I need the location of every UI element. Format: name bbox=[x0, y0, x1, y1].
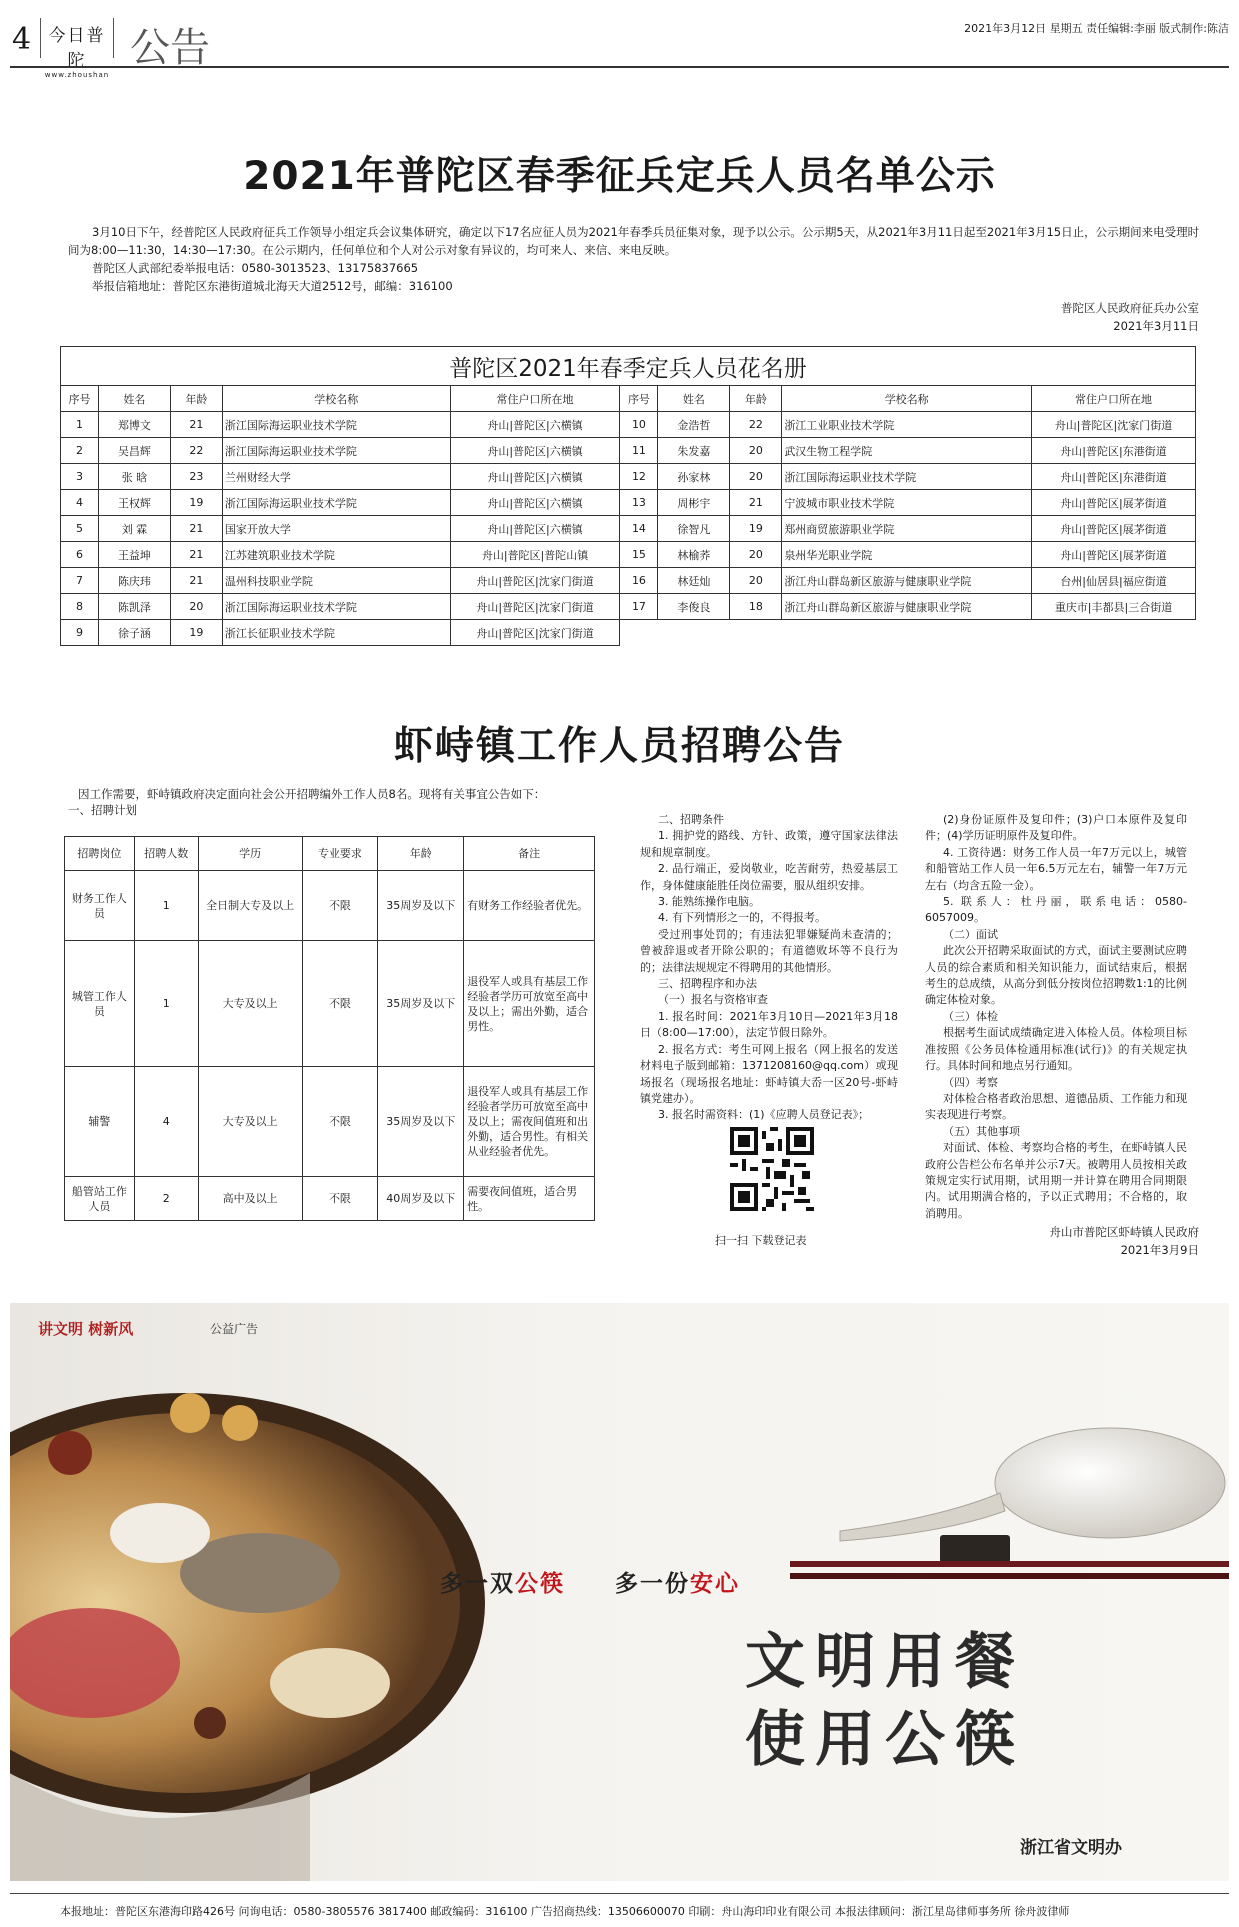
roster-cell: 宁波城市职业技术学院 bbox=[782, 490, 1032, 516]
ad-headline-line1: 文明用餐 bbox=[745, 1627, 1025, 1697]
roster-row bbox=[61, 438, 1196, 464]
roster-cell: 20 bbox=[730, 568, 782, 594]
roster-cell: 金浩哲 bbox=[658, 412, 730, 438]
col-header: 常住户口所在地 bbox=[450, 386, 620, 412]
page-number: 4 bbox=[12, 22, 32, 57]
roster-cell: 泉州华光职业学院 bbox=[782, 542, 1032, 568]
col-header: 序号 bbox=[620, 386, 658, 412]
roster-cell: 舟山|普陀区|六横镇 bbox=[450, 438, 620, 464]
section-title: 公告 bbox=[130, 25, 210, 71]
notice2-intro bbox=[68, 786, 545, 818]
col-header: 学校名称 bbox=[782, 386, 1032, 412]
plan-cell: 大专及以上 bbox=[198, 1067, 302, 1177]
roster-cell bbox=[658, 620, 730, 646]
roster-cell: 舟山|普陀区|沈家门街道 bbox=[450, 568, 620, 594]
roster-cell: 20 bbox=[730, 464, 782, 490]
plan-heading: 一、招聘计划 bbox=[68, 803, 137, 817]
notice2-para: 对面试、体检、考察均合格的考生，在虾峙镇人民政府公告栏公布名单并公示7天。被聘用人员按相关政策规定实行试用期，试用期一并计算在聘用合同期限内。试用期满合格的，予以正式聘用；不合格的，取消聘用。 bbox=[925, 1141, 1187, 1220]
col-header: 常住户口所在地 bbox=[1032, 386, 1196, 412]
plan-cell: 城管工作人员 bbox=[65, 941, 135, 1067]
roster-cell: 孙家林 bbox=[658, 464, 730, 490]
roster-cell: 林榆荞 bbox=[658, 542, 730, 568]
notice2-para: 三、招聘程序和办法 bbox=[658, 977, 757, 991]
roster-cell: 朱发嘉 bbox=[658, 438, 730, 464]
notice2-para: 3. 报名时需资料：(1)《应聘人员登记表》； bbox=[658, 1108, 870, 1122]
notice2-para: （二）面试 bbox=[943, 927, 998, 941]
plan-cell: 辅警 bbox=[65, 1067, 135, 1177]
plan-cell: 40周岁及以下 bbox=[378, 1177, 464, 1221]
notice1-signature bbox=[1061, 299, 1199, 335]
slogan-red: 安心 bbox=[690, 1571, 741, 1597]
roster-cell: 兰州财经大学 bbox=[222, 464, 450, 490]
roster-row bbox=[61, 594, 1196, 620]
roster-cell: 12 bbox=[620, 464, 658, 490]
notice1-title: 2021年普陀区春季征兵定兵人员名单公示 bbox=[243, 154, 996, 199]
plan-row bbox=[65, 1067, 595, 1177]
roster-header-row bbox=[61, 386, 1196, 412]
ad-tag2: 公益广告 bbox=[210, 1322, 259, 1336]
plan-col-header: 招聘人数 bbox=[134, 837, 198, 871]
roster-cell: 22 bbox=[170, 438, 222, 464]
plan-cell: 1 bbox=[134, 941, 198, 1067]
roster-cell: 舟山|普陀区|东港街道 bbox=[1032, 464, 1196, 490]
header-rule bbox=[10, 66, 1229, 68]
hotpot-image bbox=[10, 1393, 485, 1881]
roster-cell: 台州|仙居县|福应街道 bbox=[1032, 568, 1196, 594]
col-header: 姓名 bbox=[98, 386, 170, 412]
roster-cell: 武汉生物工程学院 bbox=[782, 438, 1032, 464]
roster-cell: 21 bbox=[170, 516, 222, 542]
notice1-hotline: 普陀区人武部纪委举报电话：0580-3013523、13175837665 bbox=[92, 261, 419, 275]
roster-cell: 3 bbox=[61, 464, 99, 490]
roster-row bbox=[61, 542, 1196, 568]
roster-row bbox=[61, 516, 1196, 542]
plan-cell: 需要夜间值班，适合男性。 bbox=[464, 1177, 595, 1221]
slogan-part: 多一双 bbox=[440, 1571, 515, 1597]
roster-cell bbox=[1032, 620, 1196, 646]
paper-url: www.zhoushan bbox=[44, 71, 110, 79]
notice1-sign-org: 普陀区人民政府征兵办公室 bbox=[1061, 301, 1199, 315]
roster-cell: 浙江国际海运职业技术学院 bbox=[222, 490, 450, 516]
roster-row bbox=[61, 464, 1196, 490]
slogan-part: 多一份 bbox=[615, 1571, 691, 1597]
notice1-address: 举报信箱地址：普陀区东港街道城北海天大道2512号，邮编：316100 bbox=[92, 279, 453, 293]
notice2-para: 根据考生面试成绩确定进入体检人员。体检项目标准按照《公务员体检通用标准(试行)》的有关规定执行。具体时间和地点另行通知。 bbox=[925, 1026, 1187, 1073]
roster-cell: 4 bbox=[61, 490, 99, 516]
plan-cell: 35周岁及以下 bbox=[378, 941, 464, 1067]
plan-col-header: 学历 bbox=[198, 837, 302, 871]
notice2-para: 3. 能熟练操作电脑。 bbox=[658, 895, 760, 909]
plan-row bbox=[65, 941, 595, 1067]
plan-cell: 1 bbox=[134, 871, 198, 941]
roster-cell: 舟山|普陀区|展茅街道 bbox=[1032, 516, 1196, 542]
notice2-intro-text: 因工作需要，虾峙镇政府决定面向社会公开招聘编外工作人员8名。现将有关事宜公告如下： bbox=[78, 787, 546, 801]
roster-row bbox=[61, 568, 1196, 594]
notice2-para: 4. 工资待遇：财务工作人员一年7万元以上，城管和船管站工作人员一年6.5万元左右，辅警一年7万元左右（均含五险一金）。 bbox=[925, 845, 1187, 892]
roster-cell: 2 bbox=[61, 438, 99, 464]
plan-col-header: 招聘岗位 bbox=[65, 837, 135, 871]
roster-row bbox=[61, 412, 1196, 438]
roster-cell: 15 bbox=[620, 542, 658, 568]
roster-cell: 5 bbox=[61, 516, 99, 542]
roster-cell: 重庆市|丰都县|三合街道 bbox=[1032, 594, 1196, 620]
plan-cell: 2 bbox=[134, 1177, 198, 1221]
ad-headline-line2: 使用公筷 bbox=[745, 1705, 1025, 1775]
roster-cell: 舟山|普陀区|六横镇 bbox=[450, 464, 620, 490]
roster-cell: 浙江舟山群岛新区旅游与健康职业学院 bbox=[782, 594, 1032, 620]
notice2-para: 1. 拥护党的路线、方针、政策，遵守国家法律法规和规章制度。 bbox=[640, 829, 898, 859]
roster-cell: 舟山|普陀区|六横镇 bbox=[450, 516, 620, 542]
notice2-para: （四）考察 bbox=[943, 1075, 998, 1089]
roster-cell: 林廷灿 bbox=[658, 568, 730, 594]
notice2-para: 对体检合格者政治思想、道德品质、工作能力和现实表现进行考察。 bbox=[925, 1091, 1187, 1122]
notice2-para: 1. 报名时间：2021年3月10日—2021年3月18日（8:00—17:00），法定节假日除外。 bbox=[640, 1009, 898, 1040]
roster-cell: 11 bbox=[620, 438, 658, 464]
roster-cell: 16 bbox=[620, 568, 658, 594]
notice2-signature bbox=[1050, 1223, 1200, 1259]
roster-cell bbox=[782, 620, 1032, 646]
plan-cell: 35周岁及以下 bbox=[378, 1067, 464, 1177]
roster-caption: 普陀区2021年春季定兵人员花名册 bbox=[61, 347, 1196, 386]
roster-cell: 19 bbox=[170, 490, 222, 516]
col-header: 序号 bbox=[61, 386, 99, 412]
roster-cell: 吴昌辉 bbox=[98, 438, 170, 464]
notice2-para: 二、招聘条件 bbox=[658, 813, 724, 826]
plan-cell: 有财务工作经验者优先。 bbox=[464, 871, 595, 941]
notice2-para: （三）体检 bbox=[943, 1009, 998, 1023]
plan-cell: 35周岁及以下 bbox=[378, 871, 464, 941]
notice2-para: 2. 报名方式：考生可网上报名（网上报名的发送材料电子版到邮箱：1371208160@qq.com）或现场报名（现场报名地址：虾峙镇大岙一区20号-虾峙镇党建办）。 bbox=[640, 1042, 898, 1105]
footer-rule bbox=[10, 1893, 1229, 1894]
plan-col-header: 专业要求 bbox=[302, 837, 378, 871]
roster-cell: 温州科技职业学院 bbox=[222, 568, 450, 594]
plan-col-header: 备注 bbox=[464, 837, 595, 871]
notice1-body bbox=[68, 223, 1203, 295]
plan-cell: 船管站工作人员 bbox=[65, 1177, 135, 1221]
roster-cell: 徐智凡 bbox=[658, 516, 730, 542]
plan-cell: 4 bbox=[134, 1067, 198, 1177]
roster-cell: 舟山|普陀区|沈家门街道 bbox=[1032, 412, 1196, 438]
plan-cell: 不限 bbox=[302, 1067, 378, 1177]
paper-logo bbox=[40, 18, 114, 79]
roster-cell: 23 bbox=[170, 464, 222, 490]
roster-cell: 舟山|普陀区|沈家门街道 bbox=[450, 620, 620, 646]
notice2-para: 5. 联系人：杜丹丽，联系电话：0580-6057009。 bbox=[925, 895, 1187, 925]
roster-cell: 徐子涵 bbox=[98, 620, 170, 646]
col-header: 年龄 bbox=[170, 386, 222, 412]
roster-row bbox=[61, 620, 1196, 646]
plan-row bbox=[65, 871, 595, 941]
roster-cell: 22 bbox=[730, 412, 782, 438]
plan-cell: 财务工作人员 bbox=[65, 871, 135, 941]
ad-slogan bbox=[440, 1565, 740, 1598]
roster-cell: 舟山|普陀区|展茅街道 bbox=[1032, 542, 1196, 568]
roster-cell: 舟山|普陀区|展茅街道 bbox=[1032, 490, 1196, 516]
ad-tag: 讲文明 树新风 bbox=[38, 1320, 134, 1338]
roster-cell: 8 bbox=[61, 594, 99, 620]
notice2-col3 bbox=[925, 812, 1187, 1222]
roster-cell: 浙江国际海运职业技术学院 bbox=[222, 438, 450, 464]
col-header: 学校名称 bbox=[222, 386, 450, 412]
roster-row bbox=[61, 490, 1196, 516]
notice2-para: 此次公开招聘采取面试的方式，面试主要测试应聘人员的综合素质和相关知识能力，面试结束后，根据考生的总成绩，从高分到低分按岗位招聘数1:1的比例确定体检对象。 bbox=[925, 944, 1187, 1007]
roster-cell: 6 bbox=[61, 542, 99, 568]
plan-header-row bbox=[65, 837, 595, 871]
spoon-chopsticks-image bbox=[790, 1428, 1229, 1579]
plan-table bbox=[64, 836, 595, 1221]
roster-table bbox=[60, 346, 1196, 646]
roster-cell: 李俊良 bbox=[658, 594, 730, 620]
roster-cell: 13 bbox=[620, 490, 658, 516]
footer-info: 本报地址：普陀区东港海印路426号 问询电话：0580-3805576 3817400 邮政编码：316100 广告招商热线：13506600070 印刷：舟山海印印业有限公司 本报法律顾问：浙江星岛律师事务所 徐舟波律师 bbox=[60, 1905, 1070, 1918]
ad-headline bbox=[745, 1623, 1025, 1779]
roster-cell: 1 bbox=[61, 412, 99, 438]
roster-cell: 17 bbox=[620, 594, 658, 620]
roster-cell: 舟山|普陀区|东港街道 bbox=[1032, 438, 1196, 464]
notice2-para: （一）报名与资格审查 bbox=[658, 993, 768, 1007]
notice2-para: 4. 有下列情形之一的，不得报考。 bbox=[658, 911, 826, 925]
roster-cell bbox=[620, 620, 658, 646]
plan-cell: 不限 bbox=[302, 1177, 378, 1221]
roster-cell: 14 bbox=[620, 516, 658, 542]
plan-cell: 高中及以上 bbox=[198, 1177, 302, 1221]
roster-cell: 20 bbox=[730, 542, 782, 568]
slogan-red: 公筷 bbox=[515, 1571, 565, 1597]
roster-cell: 舟山|普陀区|普陀山镇 bbox=[450, 542, 620, 568]
roster-cell: 舟山|普陀区|六横镇 bbox=[450, 412, 620, 438]
plan-cell: 大专及以上 bbox=[198, 941, 302, 1067]
issue-info: 2021年3月12日 星期五 责任编辑:李丽 版式制作:陈洁 bbox=[964, 22, 1229, 35]
roster-cell: 20 bbox=[730, 438, 782, 464]
qr-caption: 扫一扫 下载登记表 bbox=[715, 1234, 807, 1247]
roster-cell bbox=[730, 620, 782, 646]
roster-cell: 21 bbox=[170, 542, 222, 568]
public-service-ad bbox=[10, 1303, 1229, 1881]
notice2-para: 受过刑事处罚的；有违法犯罪嫌疑尚未查清的；曾被辞退或者开除公职的；有道德败坏等不良行为的；法律法规规定不得聘用的其他情形。 bbox=[640, 927, 898, 974]
plan-cell: 全日制大专及以上 bbox=[198, 871, 302, 941]
roster-cell: 18 bbox=[730, 594, 782, 620]
plan-col-header: 年龄 bbox=[378, 837, 464, 871]
roster-cell: 国家开放大学 bbox=[222, 516, 450, 542]
notice2-sign-date: 2021年3月9日 bbox=[1120, 1243, 1199, 1257]
roster-cell: 刘 霖 bbox=[98, 516, 170, 542]
notice2-title: 虾峙镇工作人员招聘公告 bbox=[393, 724, 845, 769]
plan-cell: 退役军人或具有基层工作经验者学历可放宽至高中及以上；需夜间值班和出外勤，适合男性。有相关从业经验者优先。 bbox=[464, 1067, 595, 1177]
roster-cell: 浙江国际海运职业技术学院 bbox=[222, 594, 450, 620]
roster-cell: 舟山|普陀区|六横镇 bbox=[450, 490, 620, 516]
roster-cell: 21 bbox=[730, 490, 782, 516]
roster-cell: 19 bbox=[730, 516, 782, 542]
notice2-para: （五）其他事项 bbox=[943, 1124, 1020, 1138]
roster-cell: 7 bbox=[61, 568, 99, 594]
roster-cell: 20 bbox=[170, 594, 222, 620]
roster-cell: 9 bbox=[61, 620, 99, 646]
roster-cell: 郑博文 bbox=[98, 412, 170, 438]
notice2-para: 2. 品行端正，爱岗敬业，吃苦耐劳，热爱基层工作，身体健康能胜任岗位需要，服从组织安排。 bbox=[640, 862, 898, 892]
notice2-col2 bbox=[640, 812, 898, 1124]
notice1-para: 3月10日下午，经普陀区人民政府征兵工作领导小组定兵会议集体研究，确定以下17名应征人员为2021年春季兵员征集对象，现予以公示。公示期5天，从2021年3月11日起至2021年3月15日止，公示期间来电受理时间为8:00—11:30，14:30—17:30。在公示期内，任何单位和个人对公示对象有异议的，均可来人、来信、来电反映。 bbox=[68, 225, 1200, 257]
roster-cell: 21 bbox=[170, 568, 222, 594]
paper-name: 今日普陀 bbox=[48, 26, 106, 71]
roster-cell: 王权辉 bbox=[98, 490, 170, 516]
roster-cell: 王益坤 bbox=[98, 542, 170, 568]
roster-cell: 郑州商贸旅游职业学院 bbox=[782, 516, 1032, 542]
roster-cell: 舟山|普陀区|沈家门街道 bbox=[450, 594, 620, 620]
qr-code[interactable] bbox=[730, 1127, 814, 1211]
roster-cell: 浙江工业职业技术学院 bbox=[782, 412, 1032, 438]
notice2-para: (2)身份证原件及复印件；(3)户口本原件及复印件；(4)学历证明原件及复印件。 bbox=[925, 813, 1187, 843]
ad-organization: 浙江省文明办 bbox=[1020, 1838, 1122, 1858]
roster-cell: 10 bbox=[620, 412, 658, 438]
roster-cell: 浙江国际海运职业技术学院 bbox=[222, 412, 450, 438]
plan-cell: 不限 bbox=[302, 941, 378, 1067]
roster-cell: 江苏建筑职业技术学院 bbox=[222, 542, 450, 568]
col-header: 年龄 bbox=[730, 386, 782, 412]
roster-cell: 张 晗 bbox=[98, 464, 170, 490]
notice1-sign-date: 2021年3月11日 bbox=[1113, 319, 1199, 333]
plan-cell: 退役军人或具有基层工作经验者学历可放宽至高中及以上；需出外勤，适合男性。 bbox=[464, 941, 595, 1067]
plan-cell: 不限 bbox=[302, 871, 378, 941]
plan-row bbox=[65, 1177, 595, 1221]
roster-cell: 陈庆玮 bbox=[98, 568, 170, 594]
col-header: 姓名 bbox=[658, 386, 730, 412]
roster-cell: 浙江舟山群岛新区旅游与健康职业学院 bbox=[782, 568, 1032, 594]
notice2-sign-org: 舟山市普陀区虾峙镇人民政府 bbox=[1049, 1225, 1199, 1239]
roster-cell: 浙江国际海运职业技术学院 bbox=[782, 464, 1032, 490]
roster-cell: 周彬宇 bbox=[658, 490, 730, 516]
roster-cell: 浙江长征职业技术学院 bbox=[222, 620, 450, 646]
roster-cell: 21 bbox=[170, 412, 222, 438]
roster-cell: 19 bbox=[170, 620, 222, 646]
roster-cell: 陈凯泽 bbox=[98, 594, 170, 620]
